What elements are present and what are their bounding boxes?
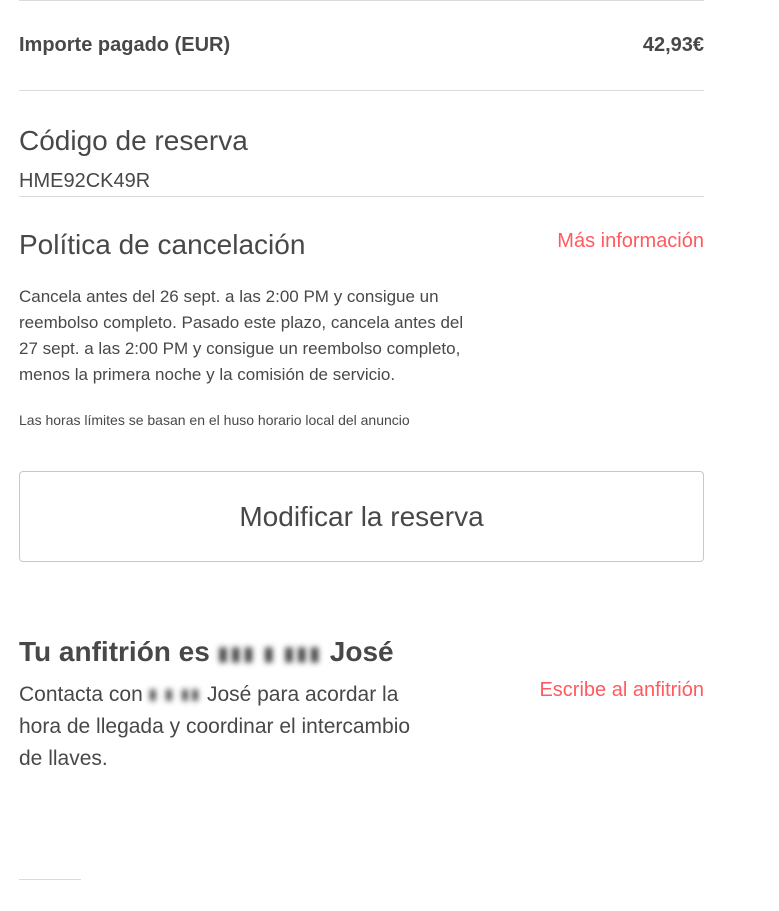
- cancellation-policy-title: Política de cancelación: [19, 229, 306, 260]
- redacted-host-name: ▮▮▮ ▮ ▮▮▮: [217, 642, 322, 665]
- host-contact-text: [19, 679, 419, 775]
- modify-reservation-button[interactable]: Modificar la reserva: [19, 471, 704, 562]
- cancellation-policy-text: Cancela antes del 26 sept. a las 2:00 PM y consigue un reembolso completo. Pasado este plazo, cancela antes del 27 sept. a las 2:00 PM y consigue un reembolso completo, menos la primera noche y la comisión de servicio.: [19, 287, 464, 384]
- reservation-details: [19, 0, 704, 775]
- host-title: [19, 635, 704, 671]
- timezone-note: Las horas límites se basan en el huso horario local del anuncio: [19, 412, 410, 428]
- write-host-link[interactable]: Escribe al anfitrión: [539, 678, 704, 701]
- contact-prefix: Contacta con: [19, 682, 143, 706]
- bottom-short-divider: [19, 879, 81, 880]
- amount-paid-label: Importe pagado (EUR): [19, 34, 231, 56]
- amount-paid-row: [19, 1, 704, 90]
- host-contact-row: [19, 679, 704, 775]
- amount-paid-value: 42,93€: [642, 34, 704, 56]
- host-name: José: [329, 636, 394, 667]
- more-info-link[interactable]: Más información: [557, 230, 704, 252]
- host-title-prefix: Tu anfitrión es: [19, 636, 210, 667]
- redacted-host-name: ▮ ▮ ▮▮: [148, 687, 202, 704]
- policy-header: [19, 228, 704, 262]
- cancellation-policy-section: [19, 197, 704, 428]
- contact-suffix: José para acordar la hora de llegada y coordinar el intercambio de llaves.: [19, 682, 411, 771]
- booking-code-value: HME92CK49R: [19, 170, 151, 192]
- booking-code-title: Código de reserva: [19, 125, 248, 156]
- host-section: [19, 635, 704, 775]
- booking-code-section: [19, 91, 704, 196]
